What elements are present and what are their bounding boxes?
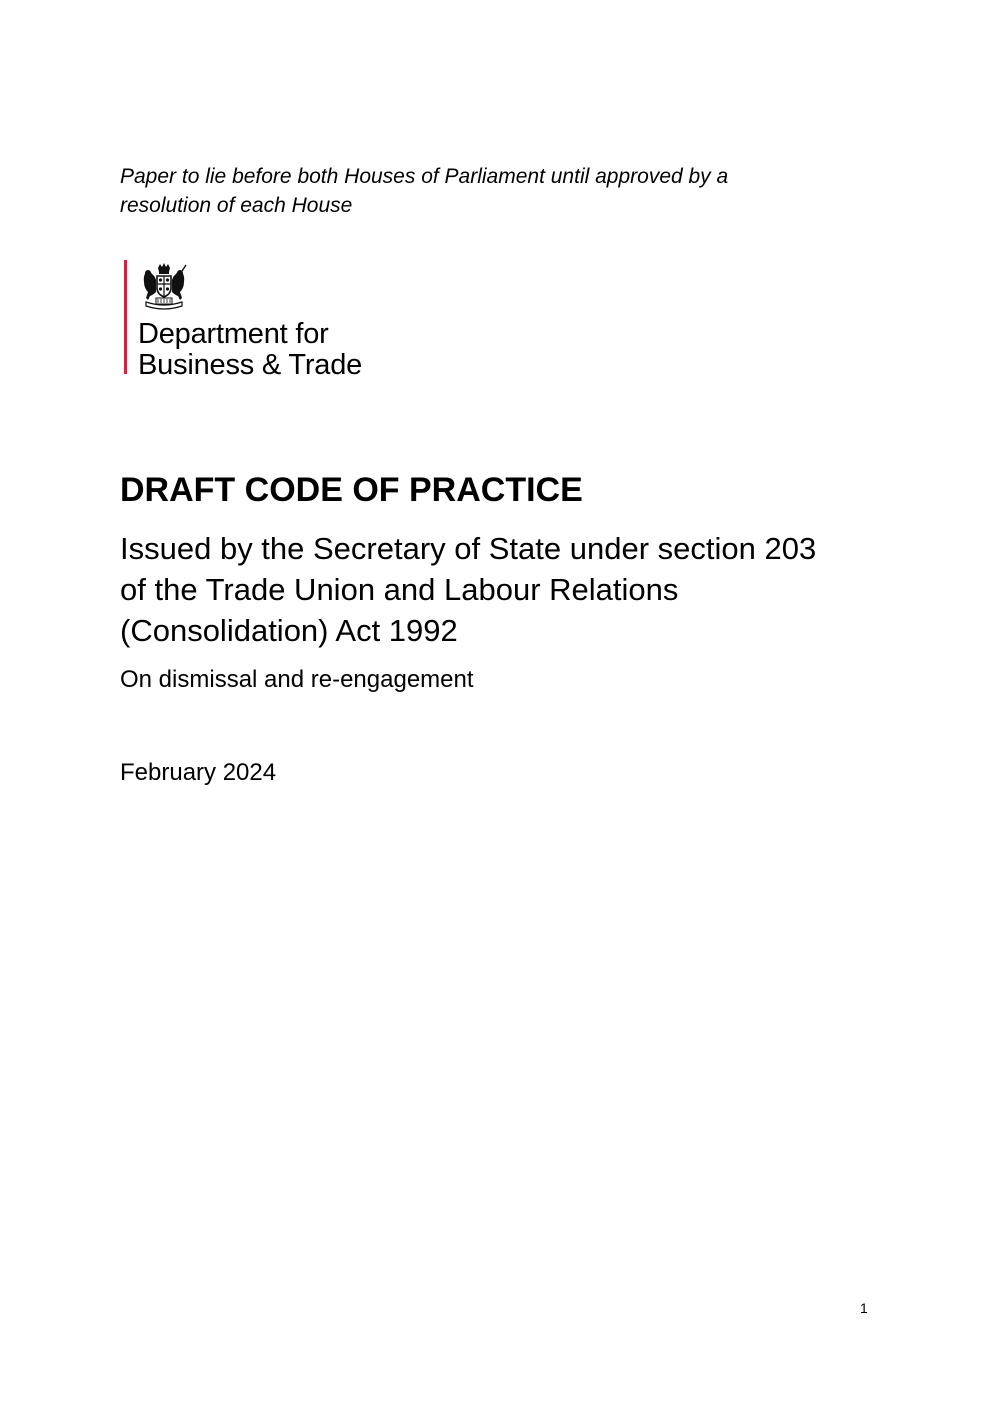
document-topic: On dismissal and re-engagement (120, 666, 474, 693)
department-name-line-2: Business & Trade (138, 349, 363, 381)
lay-note-line-2: resolution of each House (120, 194, 353, 217)
subtitle-line-3: (Consolidation) Act 1992 (120, 613, 458, 648)
department-logo (124, 260, 363, 381)
subtitle-line-2: of the Trade Union and Labour Relations (120, 572, 679, 607)
lay-before-parliament-note (120, 162, 840, 220)
publication-date: February 2024 (120, 759, 277, 786)
department-name (138, 319, 362, 381)
lay-note-line-1: Paper to lie before both Houses of Parliament until approved by a (120, 165, 729, 188)
document-subtitle (120, 528, 900, 651)
page-number: 1 (860, 1300, 868, 1316)
subtitle-line-1: Issued by the Secretary of State under section 203 (120, 531, 817, 566)
department-name-line-1: Department for (138, 318, 329, 350)
document-title: DRAFT CODE OF PRACTICE (120, 471, 583, 509)
royal-coat-of-arms-icon (138, 262, 190, 312)
